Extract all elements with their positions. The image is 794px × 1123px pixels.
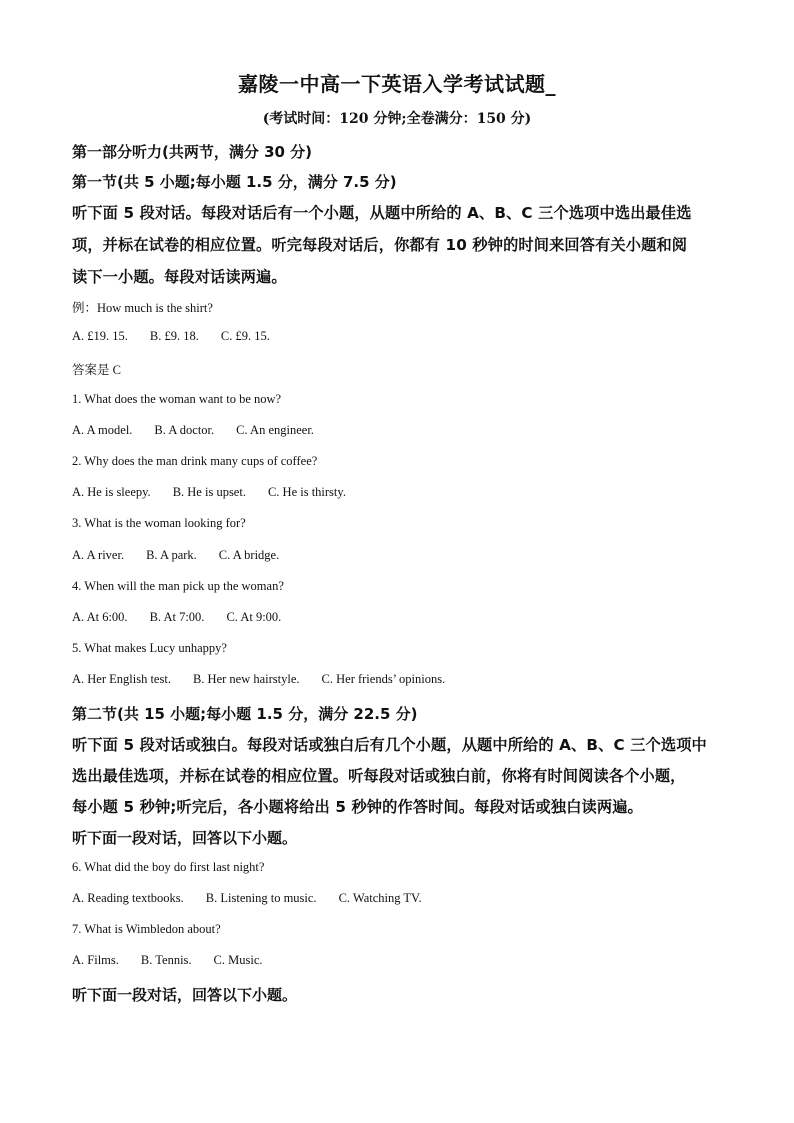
question-4-options [72,610,303,625]
example-question: 例：How much is the shirt? [72,301,213,315]
question-5-options [72,672,467,687]
option-c: C. A bridge. [218,548,280,562]
option-c: C. At 9:00. [226,610,282,624]
option-b: B. A doctor. [154,423,215,437]
option-b: B. A park. [146,548,197,562]
section2-instruction-line: 听下面 5 段对话或独白。每段对话或独白后有几个小题，从题中所给的 A、B、C 三个选项中 [72,736,707,754]
section2-instruction-line: 每小题 5 秒钟;听完后，各小题将给出 5 秒钟的作答时间。每段对话或独白读两遍。 [72,798,643,816]
exam-subtitle: (考试时间：120 分钟;全卷满分：150 分) [262,111,532,127]
question-2-options [72,485,368,500]
section1-instruction-line: 听下面 5 段对话。每段对话后有一个小题，从题中所给的 A、B、C 三个选项中选出最佳选 [72,204,692,222]
option-c: C. Her friends’ opinions. [321,672,446,686]
option-a: A. At 6:00. [72,610,128,624]
section1-instruction-line: 读下一小题。每段对话读两遍。 [72,268,287,286]
option-a: A. He is sleepy. [72,485,151,499]
example-options [72,329,292,344]
section2-heading: 第二节(共 15 小题;每小题 1.5 分，满分 22.5 分) [72,705,418,723]
question-3: 3. What is the woman looking for? [72,516,246,530]
option-b: B. Her new hairstyle. [192,672,300,686]
option-a: A. £19. 15. [72,329,128,343]
question-5: 5. What makes Lucy unhappy? [72,641,227,655]
option-a: A. Reading textbooks. [72,891,184,905]
question-7-options [72,953,285,968]
option-c: C. He is thirsty. [267,485,346,499]
section2-instruction-line: 选出最佳选项，并标在试卷的相应位置。听每段对话或独白前，你将有时间阅读各个小题， [72,767,686,785]
section1-heading: 第一节(共 5 小题;每小题 1.5 分，满分 7.5 分) [72,173,397,191]
question-1-options [72,423,336,438]
part1-heading: 第一部分听力(共两节，满分 30 分) [72,143,313,161]
option-a: A. Films. [72,953,119,967]
question-6-options [72,891,444,906]
example-answer: 答案是 C [72,363,121,377]
option-b: B. He is upset. [172,485,246,499]
question-7: 7. What is Wimbledon about? [72,922,221,936]
question-4: 4. When will the man pick up the woman? [72,579,284,593]
option-c: C. Music. [213,953,263,967]
question-3-options [72,548,301,563]
question-1: 1. What does the woman want to be now? [72,392,282,406]
listen-prompt: 听下面一段对话，回答以下小题。 [72,986,298,1004]
option-b: B. £9. 18. [149,329,199,343]
option-c: C. Watching TV. [338,891,422,905]
option-a: A. A river. [72,548,125,562]
option-c: C. £9. 15. [220,329,270,343]
option-a: A. Her English test. [72,672,171,686]
question-2: 2. Why does the man drink many cups of coffee? [72,454,318,468]
option-c: C. An engineer. [236,423,314,437]
option-a: A. A model. [72,423,133,437]
option-b: B. At 7:00. [149,610,205,624]
question-6: 6. What did the boy do first last night? [72,860,265,874]
exam-title: 嘉陵一中高一下英语入学考试试题_ [238,72,556,96]
option-b: B. Tennis. [140,953,192,967]
section1-instruction-line: 项，并标在试卷的相应位置。听完每段对话后，你都有 10 秒钟的时间来回答有关小题和阅 [72,236,688,254]
listen-prompt: 听下面一段对话，回答以下小题。 [72,829,298,847]
option-b: B. Listening to music. [205,891,317,905]
